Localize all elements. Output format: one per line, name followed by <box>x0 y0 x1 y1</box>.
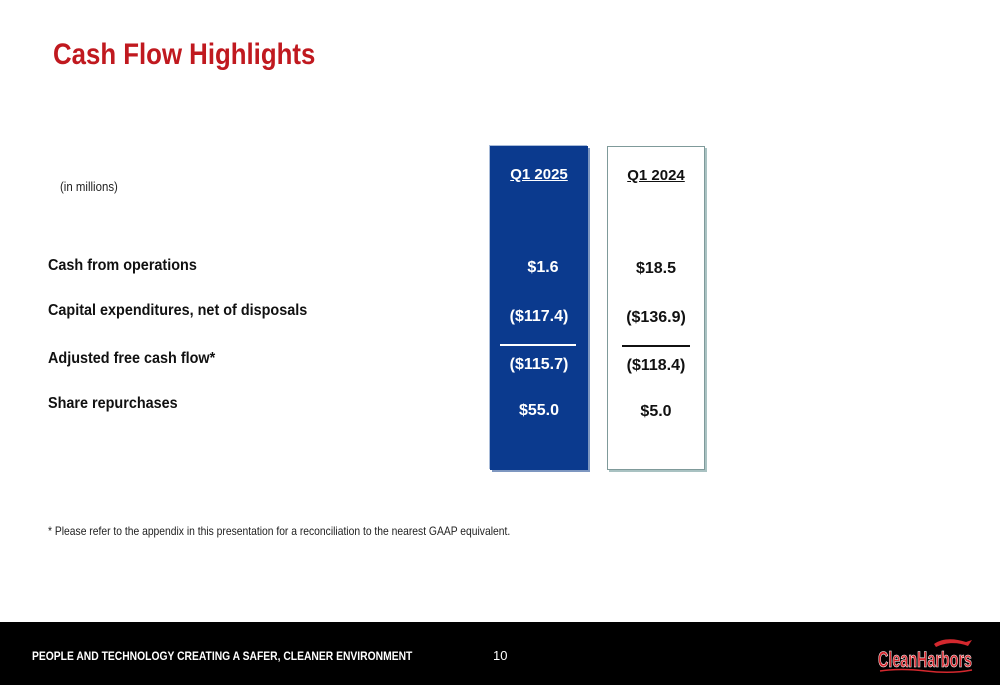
footer-bar <box>0 622 1000 685</box>
clean-harbors-logo-icon <box>876 636 976 674</box>
column-q1-2025 <box>490 146 588 470</box>
row-label-cash-from-operations: Cash from operations <box>48 257 197 274</box>
column-header: Q1 2025 <box>510 166 568 183</box>
row-label-share-repurchases: Share repurchases <box>48 395 178 412</box>
row-label-capital-expenditures: Capital expenditures, net of disposals <box>48 302 308 319</box>
value-cash-from-operations: $1.6 <box>527 259 559 276</box>
row-label-adjusted-free-cash-flow: Adjusted free cash flow* <box>48 350 216 367</box>
value-share-repurchases: $5.0 <box>640 403 672 420</box>
value-share-repurchases: $55.0 <box>518 402 560 419</box>
column-header: Q1 2024 <box>627 167 685 184</box>
value-adjusted-free-cash-flow: ($115.7) <box>509 356 569 373</box>
page-number: 10 <box>493 648 508 663</box>
value-capital-expenditures: ($117.4) <box>509 308 569 325</box>
column-q1-2024 <box>607 146 705 470</box>
logo-text: CleanHarbors <box>878 647 972 672</box>
units-label: (in millions) <box>60 179 118 194</box>
value-cash-from-operations: $18.5 <box>635 260 677 277</box>
page-title: Cash Flow Highlights <box>53 38 316 71</box>
footnote: * Please refer to the appendix in this presentation for a reconciliation to the nearest GAAP equivalent. <box>48 524 511 538</box>
footer-tagline: PEOPLE AND TECHNOLOGY CREATING A SAFER, CLEANER ENVIRONMENT <box>32 649 413 663</box>
value-adjusted-free-cash-flow: ($118.4) <box>626 357 686 374</box>
subtotal-rule <box>500 344 576 346</box>
subtotal-rule <box>622 345 690 347</box>
value-capital-expenditures: ($136.9) <box>626 309 686 326</box>
